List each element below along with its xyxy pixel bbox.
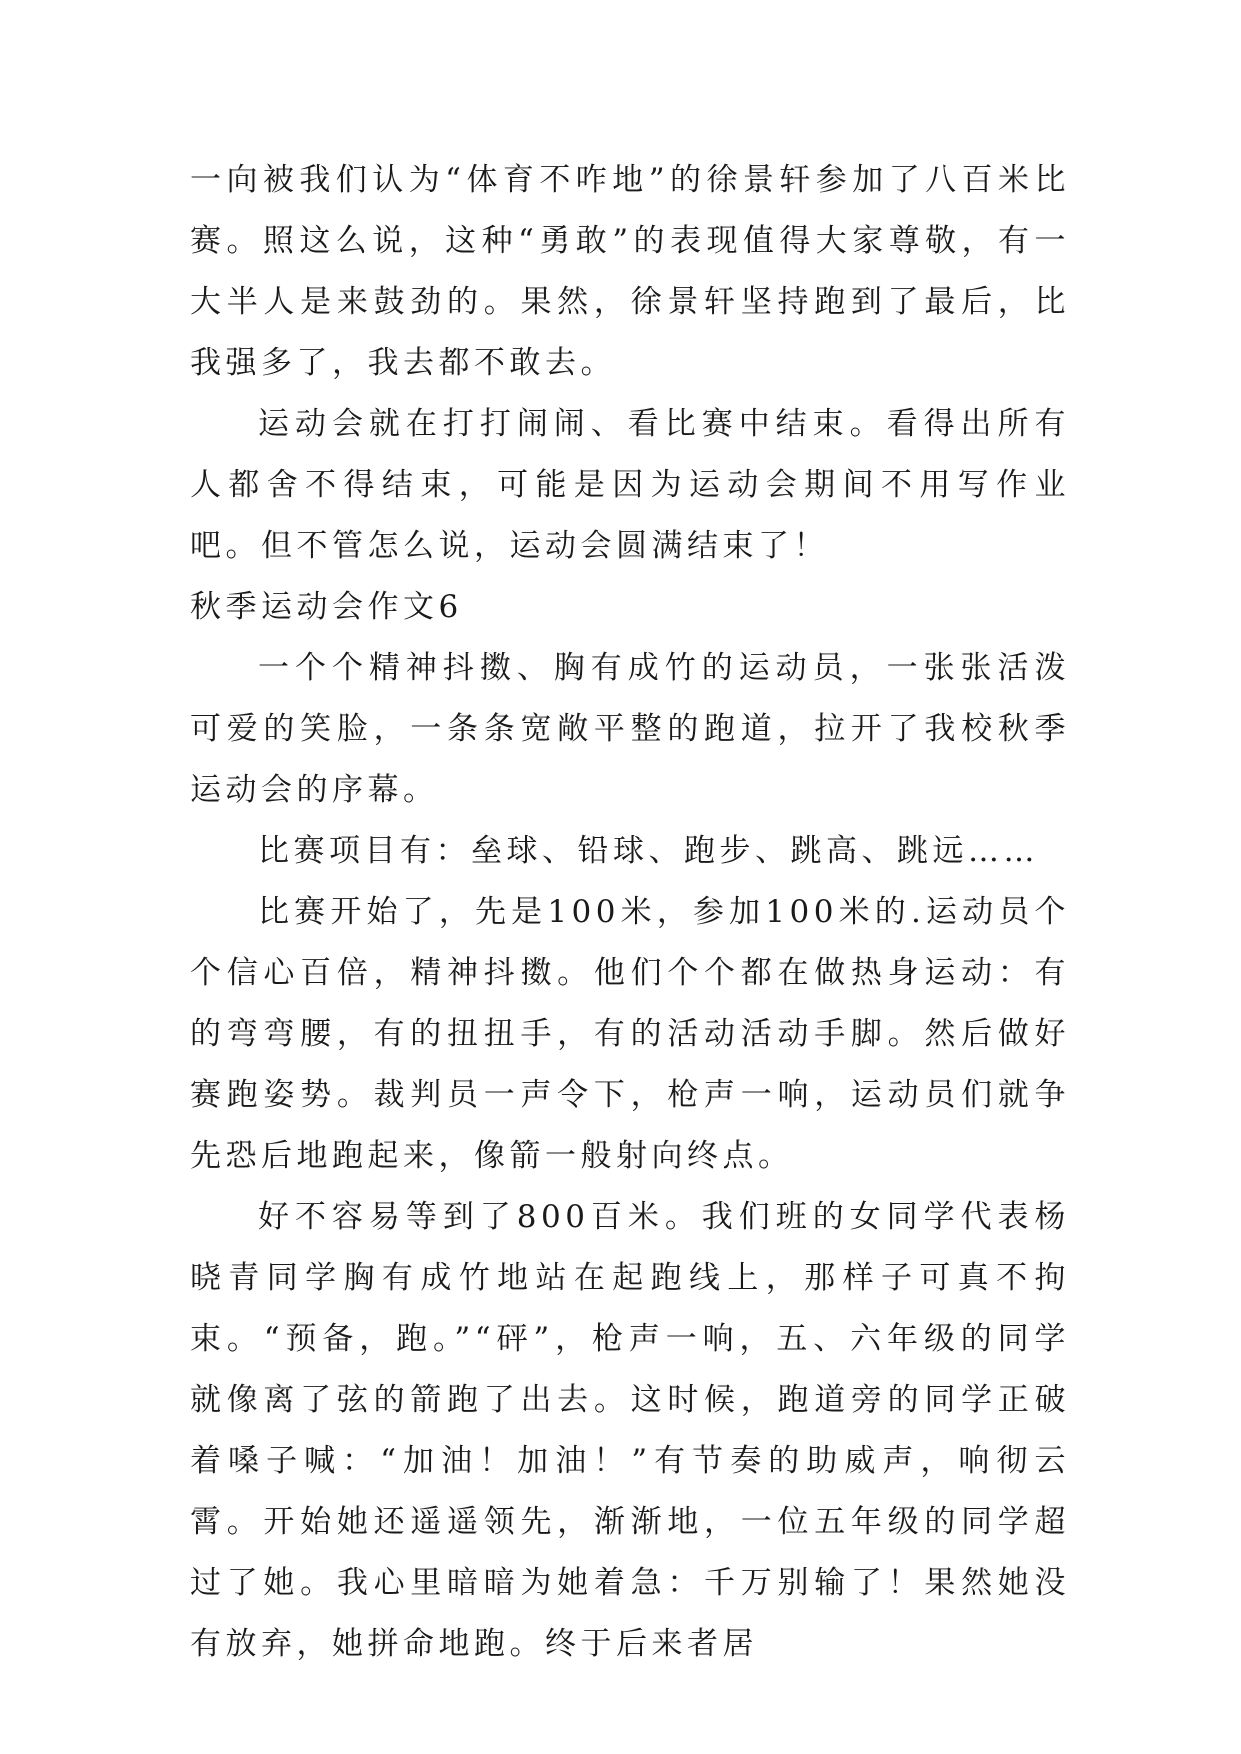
section-heading: 秋季运动会作文6 [190, 589, 463, 625]
paragraph: 一向被我们认为“体育不咋地”的徐景轩参加了八百米比赛。照这么说，这种“勇敢”的表现值得大家尊敬，有一大半人是来鼓劲的。果然，徐景轩坚持跑到了最后，比我强多了，我去都不敢去。 [190, 162, 1070, 381]
document-page [190, 150, 1070, 1675]
paragraph: 好不容易等到了800百米。我们班的女同学代表杨晓青同学胸有成竹地站在起跑线上，那样子可真不拘束。“预备，跑。”“砰”，枪声一响，五、六年级的同学就像离了弦的箭跑了出去。这时候，跑道旁的同学正破着嗓子喊：“加油！加油！”有节奏的助威声，响彻云霄。开始她还遥遥领先，渐渐地，一位五年级的同学超过了她。我心里暗暗为她着急：千万别输了！果然她没有放弃，她拼命地跑。终于后来者居 [190, 1199, 1070, 1662]
paragraph: 一个个精神抖擞、胸有成竹的运动员，一张张活泼可爱的笑脸，一条条宽敞平整的跑道，拉开了我校秋季运动会的序幕。 [190, 650, 1070, 808]
paragraph: 运动会就在打打闹闹、看比赛中结束。看得出所有人都舍不得结束，可能是因为运动会期间不用写作业吧。但不管怎么说，运动会圆满结束了！ [190, 406, 1070, 564]
paragraph: 比赛开始了，先是100米，参加100米的.运动员个个信心百倍，精神抖擞。他们个个都在做热身运动：有的弯弯腰，有的扭扭手，有的活动活动手脚。然后做好赛跑姿势。裁判员一声令下，枪声一响，运动员们就争先恐后地跑起来，像箭一般射向终点。 [190, 894, 1070, 1174]
paragraph: 比赛项目有：垒球、铅球、跑步、跳高、跳远…… [258, 833, 1039, 869]
